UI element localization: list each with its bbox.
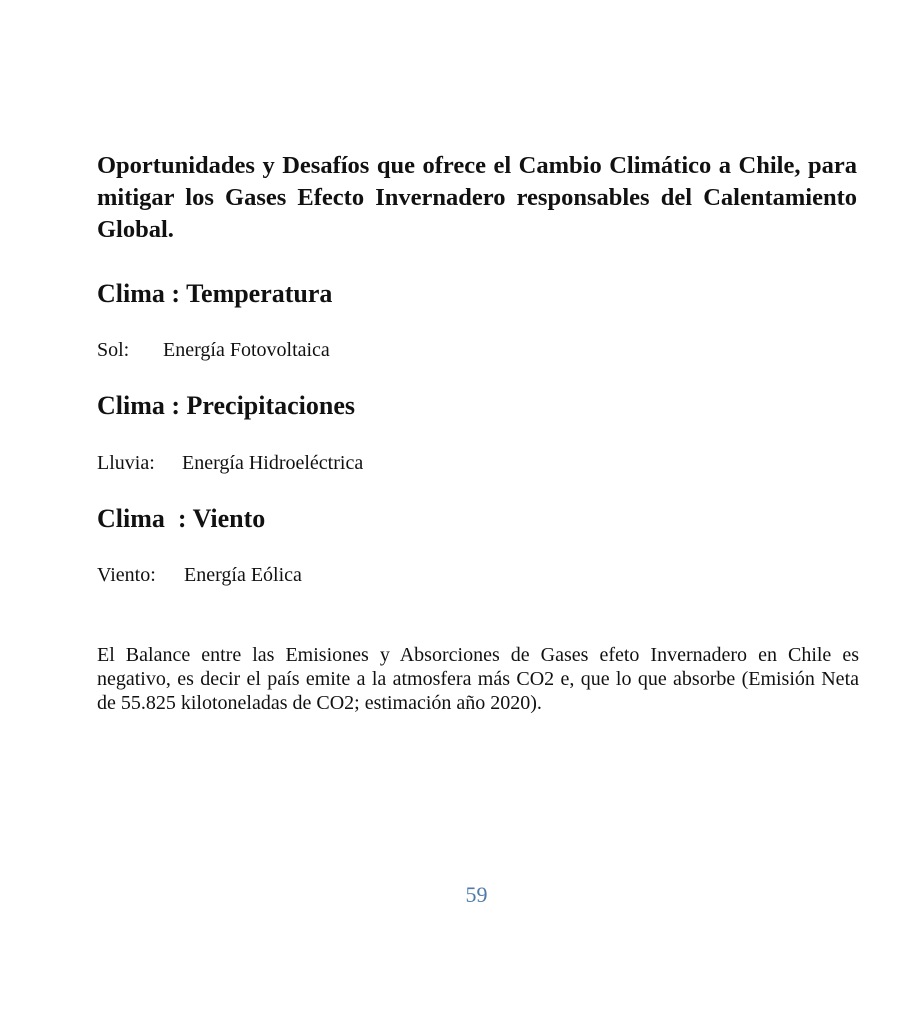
entry-value: Energía Hidroeléctrica [182,452,364,474]
entry-sol [97,338,330,362]
heading-temperatura: Clima : Temperatura [97,279,333,308]
heading-viento: Clima : Viento [97,504,266,533]
entry-viento [97,563,302,587]
entry-label: Sol: [97,339,130,361]
entry-value: Energía Eólica [184,564,302,586]
entry-label: Lluvia: [97,452,155,474]
entry-label: Viento: [97,564,156,586]
page-title: Oportunidades y Desafíos que ofrece el Cambio Climático a Chile, para mitigar los Gases Efecto Invernadero responsables del Calentamiento Global. [97,152,857,243]
entry-value: Energía Fotovoltaica [163,339,330,361]
body-paragraph: El Balance entre las Emisiones y Absorciones de Gases efeto Invernadero en Chile es negativo, es decir el país emite a la atmosfera más CO2 e, que lo que absorbe (Emisión Neta de 55.825 kilotoneladas de CO2; estimación año 2020). [97,644,859,714]
entry-lluvia [97,451,363,475]
page-number: 59 [465,882,488,907]
heading-precipitaciones: Clima : Precipitaciones [97,391,356,420]
